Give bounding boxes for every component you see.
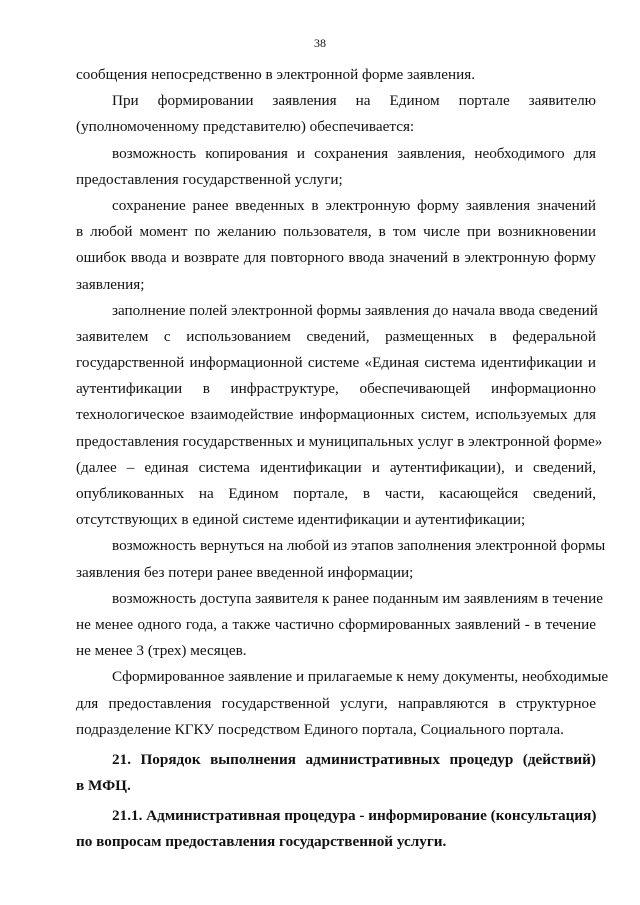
text-line: возможность вернуться на любой из этапов заполнения электронной формы xyxy=(112,537,606,555)
section-heading-line: в МФЦ. xyxy=(76,777,131,795)
text-line: в любой момент по желанию пользователя, в том числе при возникновении xyxy=(76,223,596,241)
text-line: сохранение ранее введенных в электронную форму заявления значений xyxy=(112,196,596,214)
section-heading-line: 21. Порядок выполнения административных процедур (действий) xyxy=(112,750,596,768)
text-line: возможность копирования и сохранения заявления, необходимого для xyxy=(112,144,596,162)
text-line: не менее 3 (трех) месяцев. xyxy=(76,642,247,660)
text-line: заполнение полей электронной формы заявления до начала ввода сведений xyxy=(112,301,598,319)
text-line: для предоставления государственной услуги, направляются в структурное xyxy=(76,694,596,712)
text-line: предоставления государственной услуги; xyxy=(76,170,343,188)
text-line: опубликованных на Едином портале, в части, касающейся сведений, xyxy=(76,485,596,502)
text-line: сообщения непосредственно в электронной форме заявления. xyxy=(76,66,476,83)
text-line: заявления; xyxy=(76,275,145,293)
text-line: (уполномоченному представителю) обеспечивается: xyxy=(76,118,415,136)
text-line: аутентификации в инфраструктуре, обеспечивающей информационно xyxy=(76,380,596,398)
text-line: отсутствующих в единой системе идентификации и аутентификации; xyxy=(76,511,526,529)
text-line: (далее – единая система идентификации и аутентификации), и сведений, xyxy=(76,458,596,476)
text-line: возможность доступа заявителя к ранее поданным им заявлениям в течение xyxy=(112,589,603,607)
section-heading-line: по вопросам предоставления государственной услуги. xyxy=(76,833,447,851)
text-line: технологическое взаимодействие информационных систем, используемых для xyxy=(76,406,596,424)
text-line: Сформированное заявление и прилагаемые к нему документы, необходимые xyxy=(112,668,609,686)
page-number: 38 xyxy=(314,36,326,50)
text-line: не менее одного года, а также частично сформированных заявлений - в течение xyxy=(76,615,596,633)
text-line: подразделение КГКУ посредством Единого портала, Социального портала. xyxy=(76,720,564,738)
text-line: государственной информационной системе «Единая система идентификации и xyxy=(76,354,596,372)
text-line: предоставления государственных и муниципальных услуг в электронной форме» xyxy=(76,432,603,450)
section-heading-line: 21.1. Административная процедура - информирование (консультация) xyxy=(112,807,597,825)
text-line: заявителем с использованием сведений, размещенных в федеральной xyxy=(76,327,596,345)
document-body xyxy=(76,62,609,856)
text-line: ошибок ввода и возврате для повторного ввода значений в электронную форму xyxy=(76,249,596,267)
text-line: При формировании заявления на Едином портале заявителю xyxy=(112,92,596,110)
text-line: заявления без потери ранее введенной информации; xyxy=(76,563,414,581)
